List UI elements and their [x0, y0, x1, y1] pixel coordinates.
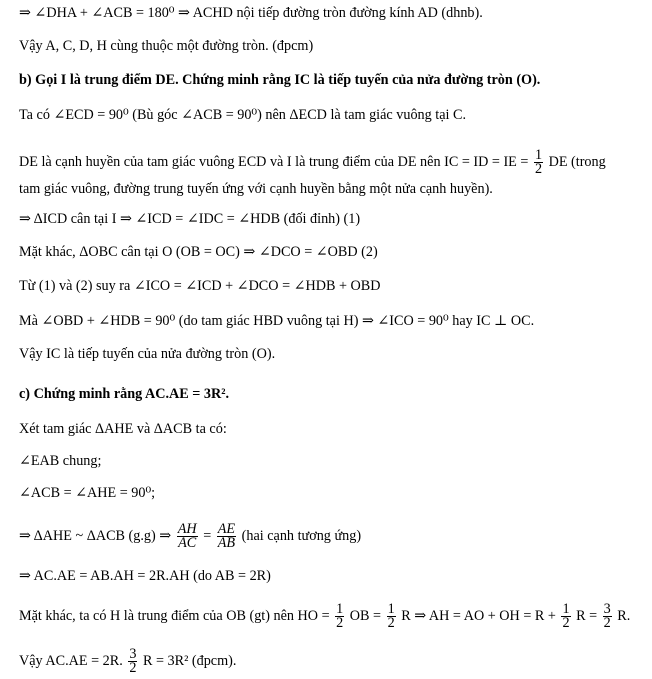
proof-line-13: Xét tam giác ΔAHE và ΔACB ta có:: [19, 421, 227, 437]
fraction-denominator: 2: [562, 615, 570, 631]
fraction-three-halves: [128, 648, 137, 675]
fraction-numerator: AE: [217, 521, 236, 537]
line-18-text-e: R.: [617, 607, 631, 624]
fraction-ae-ab: [217, 523, 236, 550]
fraction-numerator: 1: [387, 601, 395, 617]
line-5-text-a: DE là cạnh huyền của tam giác vuông ECD và I là trung điểm của DE nên IC = ID = IE =: [19, 153, 529, 170]
line-16-text-b: (hai cạnh tương ứng): [241, 527, 362, 544]
fraction-denominator: 2: [387, 615, 395, 631]
fraction-denominator: 2: [534, 161, 543, 177]
fraction-half-1: [335, 603, 344, 630]
proof-line-11: Vậy IC là tiếp tuyến của nửa đường tròn (O).: [19, 346, 276, 362]
line-18-text-b: OB =: [349, 607, 382, 624]
fraction-denominator: 2: [129, 660, 137, 676]
line-18-text-a: Mặt khác, ta có H là trung điểm của OB (gt) nên HO =: [19, 607, 330, 624]
proof-line-6: tam giác vuông, đường trung tuyến ứng với cạnh huyền bằng một nửa cạnh huyền).: [19, 181, 493, 197]
fraction-numerator: 1: [562, 601, 570, 617]
proof-line-19: [19, 648, 236, 675]
proof-line-8: Mặt khác, ΔOBC cân tại O (OB = OC) ⇒ ∠DCO = ∠OBD (2): [19, 244, 378, 260]
part-b-heading: b) Gọi I là trung điểm DE. Chứng minh rằng IC là tiếp tuyến của nửa đường tròn (O).: [19, 72, 541, 88]
proof-line-1: ⇒ ∠DHA + ∠ACB = 180⁰ ⇒ ACHD nội tiếp đường tròn đường kính AD (dhnb).: [19, 5, 483, 21]
fraction-denominator: AB: [217, 535, 236, 551]
proof-line-5: [19, 149, 606, 176]
fraction-denominator: AC: [178, 535, 197, 551]
line-16-text-a: ⇒ ΔAHE ~ ΔACB (g.g) ⇒: [19, 527, 172, 544]
proof-line-18: [19, 603, 630, 630]
part-c-heading: c) Chứng minh rằng AC.AE = 3R².: [19, 386, 230, 402]
proof-line-15: ∠ACB = ∠AHE = 90⁰;: [19, 485, 156, 501]
proof-line-7: ⇒ ΔICD cân tại I ⇒ ∠ICD = ∠IDC = ∠HDB (đối đỉnh) (1): [19, 211, 361, 227]
line-19-text-b: R = 3R² (đpcm).: [142, 652, 237, 669]
fraction-denominator: 2: [603, 615, 611, 631]
fraction-three-halves: [603, 603, 612, 630]
fraction-ah-ac: [177, 523, 198, 550]
equals-sign: =: [203, 527, 212, 544]
line-18-text-c: R ⇒ AH = AO + OH = R +: [401, 607, 556, 624]
fraction-numerator: 3: [129, 646, 137, 662]
proof-line-14: ∠EAB chung;: [19, 453, 102, 469]
proof-line-17: ⇒ AC.AE = AB.AH = 2R.AH (do AB = 2R): [19, 568, 271, 584]
proof-line-4: Ta có ∠ECD = 90⁰ (Bù góc ∠ACB = 90⁰) nên ΔECD là tam giác vuông tại C.: [19, 107, 467, 123]
proof-line-10: Mà ∠OBD + ∠HDB = 90⁰ (do tam giác HBD vuông tại H) ⇒ ∠ICO = 90⁰ hay IC ⊥ OC.: [19, 313, 535, 329]
fraction-numerator: 1: [534, 147, 543, 163]
line-18-text-d: R =: [576, 607, 598, 624]
line-19-text-a: Vậy AC.AE = 2R.: [19, 652, 123, 669]
fraction-half: [534, 149, 543, 176]
fraction-half-3: [561, 603, 570, 630]
proof-line-9: Từ (1) và (2) suy ra ∠ICO = ∠ICD + ∠DCO = ∠HDB + OBD: [19, 278, 381, 294]
fraction-numerator: 3: [603, 601, 611, 617]
proof-line-2: Vậy A, C, D, H cùng thuộc một đường tròn. (đpcm): [19, 38, 314, 54]
fraction-denominator: 2: [336, 615, 344, 631]
proof-line-16: [19, 523, 361, 550]
fraction-half-2: [387, 603, 396, 630]
line-5-text-b: DE (trong: [548, 153, 606, 170]
fraction-numerator: AH: [177, 521, 197, 537]
fraction-numerator: 1: [336, 601, 344, 617]
